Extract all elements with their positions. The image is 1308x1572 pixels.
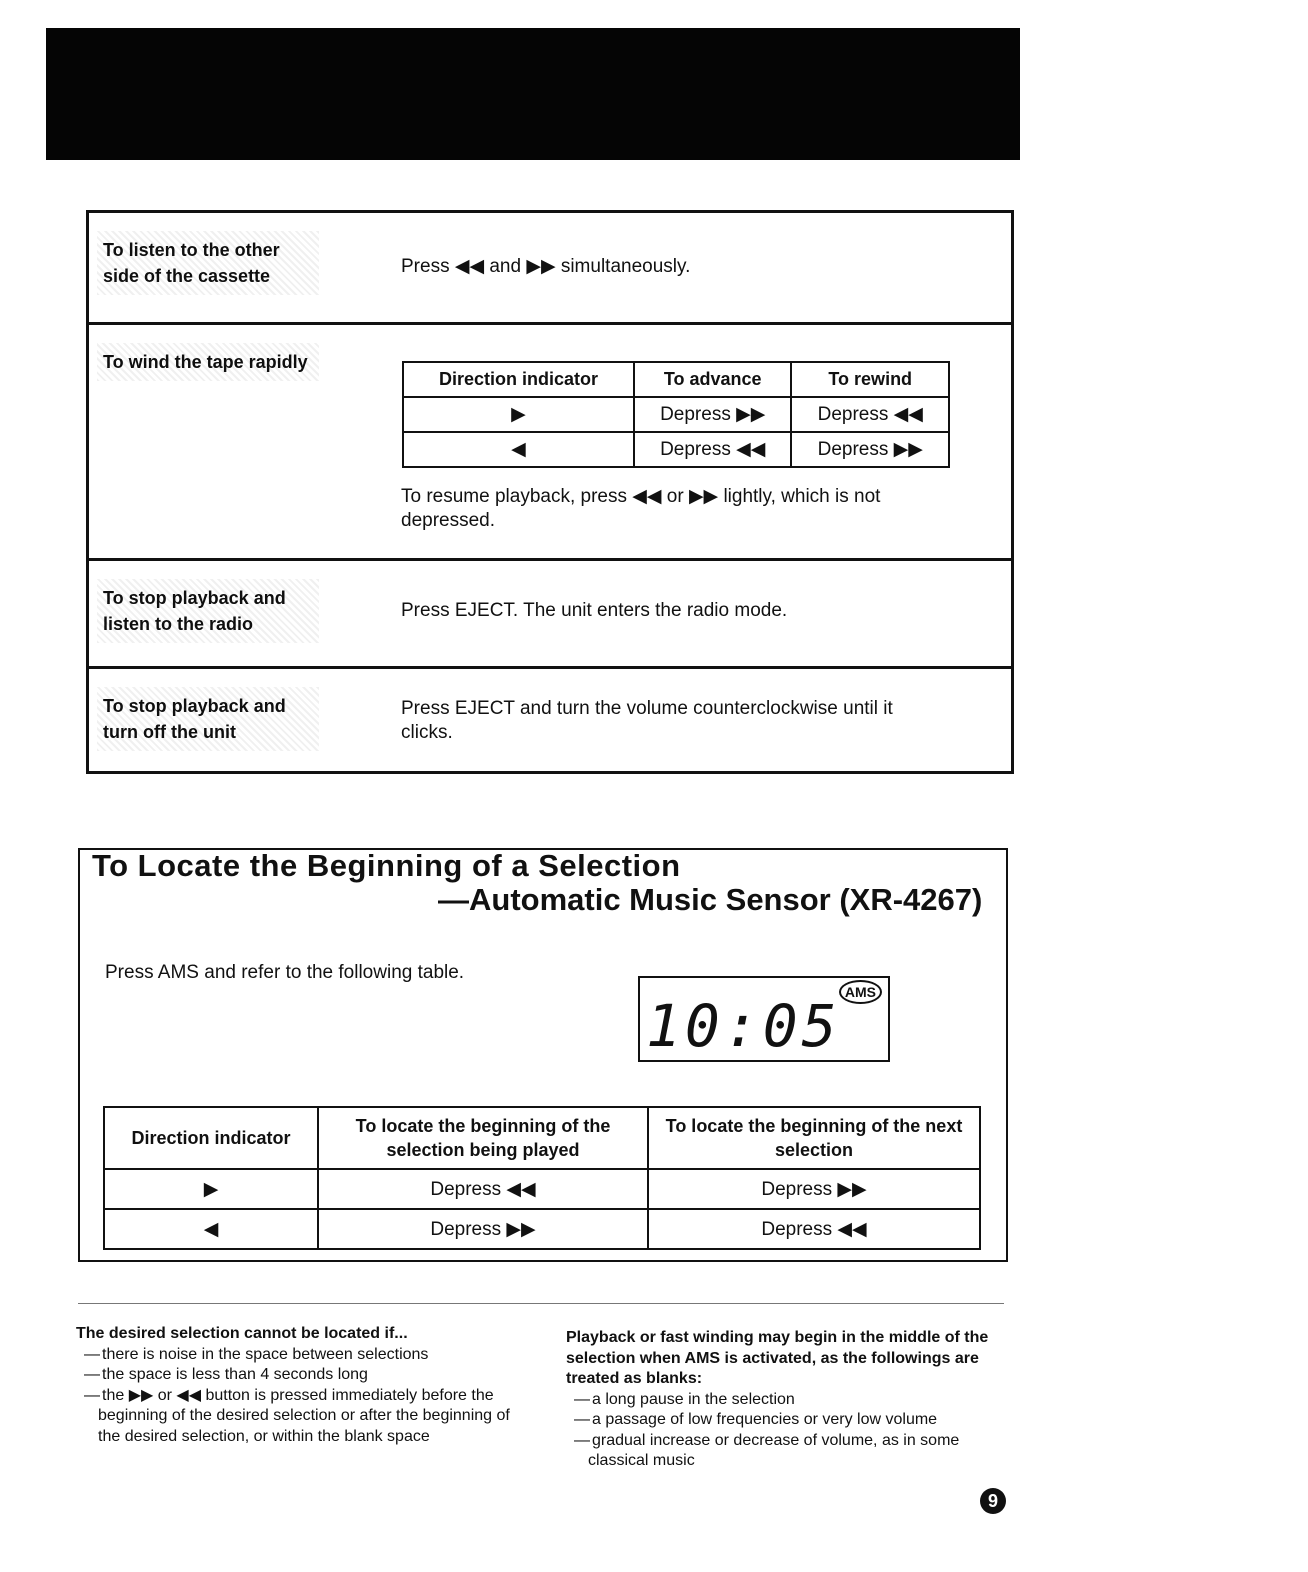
section-subtitle: —Automatic Music Sensor (XR-4267) <box>438 882 983 917</box>
ams-instruction: Press AMS and refer to the following table. <box>105 962 465 983</box>
table-header: To rewind <box>791 362 949 397</box>
table-header: To advance <box>634 362 792 397</box>
notes-right <box>566 1328 1006 1472</box>
table-header: Direction indicator <box>104 1107 318 1169</box>
operations-box <box>86 210 1014 774</box>
table-header-row <box>403 362 949 397</box>
notes-left <box>76 1324 526 1447</box>
operation-label: To wind the tape rapidly <box>97 343 319 381</box>
operation-label: To stop playback and turn off the unit <box>97 687 319 751</box>
list-item: — a passage of low frequencies or very low volume <box>566 1410 1006 1431</box>
notes-heading: The desired selection cannot be located if... <box>76 1325 408 1342</box>
divider <box>78 1303 1004 1304</box>
table-cell: ◀ <box>403 432 634 467</box>
operation-text: Press ◀◀ and ▶▶ simultaneously. <box>401 256 691 277</box>
table-cell: Depress ◀◀ <box>648 1209 980 1249</box>
operation-text: Press EJECT. The unit enters the radio mode. <box>401 600 788 621</box>
table-row <box>104 1169 980 1209</box>
operation-row-wind <box>89 325 1011 561</box>
ams-badge-icon: AMS <box>839 980 882 1004</box>
ams-table <box>103 1106 981 1250</box>
page-number: 9 <box>980 1488 1006 1514</box>
table-cell: ◀ <box>104 1209 318 1249</box>
notes-list <box>566 1390 1006 1472</box>
header-bar <box>46 28 1020 160</box>
section-title: To Locate the Beginning of a Selection <box>92 848 681 883</box>
table-row <box>403 397 949 432</box>
table-header-row <box>104 1107 980 1169</box>
wind-table <box>402 361 950 468</box>
list-item: — the ▶▶ or ◀◀ button is pressed immediately before the beginning of the desired selection or after the beginning of the desired selection, or within the blank space <box>76 1386 526 1448</box>
operation-text: Press EJECT and turn the volume counterclockwise until it clicks. <box>401 698 893 743</box>
table-cell: Depress ▶▶ <box>634 397 792 432</box>
table-cell: Depress ▶▶ <box>648 1169 980 1209</box>
list-item: — the space is less than 4 seconds long <box>76 1365 526 1386</box>
table-cell: ▶ <box>104 1169 318 1209</box>
list-item: — gradual increase or decrease of volume, as in some classical music <box>566 1431 1006 1472</box>
resume-note: To resume playback, press ◀◀ or ▶▶ lightly, which is not depressed. <box>401 486 881 531</box>
table-cell: Depress ▶▶ <box>318 1209 648 1249</box>
operation-row-other-side <box>89 213 1011 325</box>
notes-list <box>76 1345 526 1448</box>
operation-row-off <box>89 669 1011 771</box>
operation-label: To stop playback and listen to the radio <box>97 579 319 643</box>
table-row <box>104 1209 980 1249</box>
table-row <box>403 432 949 467</box>
table-cell: Depress ◀◀ <box>791 397 949 432</box>
list-item: — a long pause in the selection <box>566 1390 1006 1411</box>
list-item: — there is noise in the space between selections <box>76 1345 526 1366</box>
notes-heading: Playback or fast winding may begin in the middle of the selection when AMS is activated, as the followings are treated as blanks: <box>566 1329 989 1387</box>
operation-label: To listen to the other side of the cassette <box>97 231 319 295</box>
table-cell: Depress ▶▶ <box>791 432 949 467</box>
table-header: To locate the beginning of the selection being played <box>318 1107 648 1169</box>
table-header: Direction indicator <box>403 362 634 397</box>
table-cell: Depress ◀◀ <box>634 432 792 467</box>
table-cell: Depress ◀◀ <box>318 1169 648 1209</box>
table-cell: ▶ <box>403 397 634 432</box>
lcd-display <box>638 976 890 1062</box>
table-header: To locate the beginning of the next selection <box>648 1107 980 1169</box>
lcd-digits: 10:05 <box>646 992 841 1060</box>
operation-row-radio <box>89 561 1011 669</box>
